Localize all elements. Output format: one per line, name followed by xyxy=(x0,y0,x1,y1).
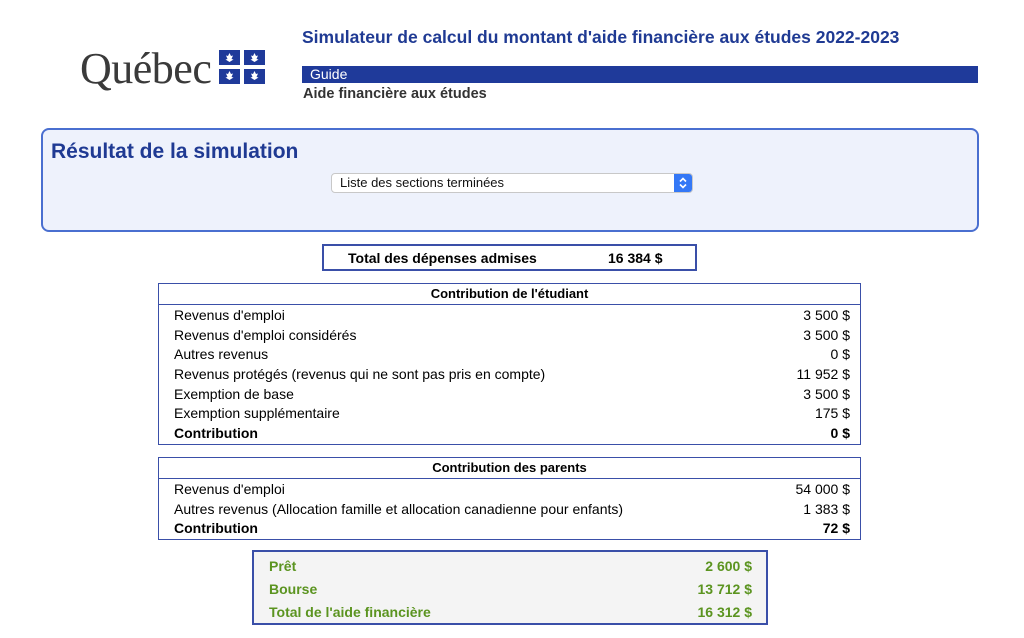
row-label: Prêt xyxy=(269,558,297,574)
row-label: Autres revenus xyxy=(174,346,269,363)
table-row xyxy=(159,385,860,405)
table-row xyxy=(159,500,860,520)
student-contribution-table xyxy=(158,283,861,445)
row-label: Revenus d'emploi xyxy=(174,481,285,497)
row-label: Total de l'aide financière xyxy=(269,604,431,620)
row-label: Revenus protégés (revenus qui ne sont pas pris en compte) xyxy=(174,366,546,383)
table-row xyxy=(159,404,860,424)
table-row xyxy=(159,306,860,326)
row-value: 2 600 $ xyxy=(705,558,752,574)
row-value: 1 383 $ xyxy=(803,500,850,517)
result-panel xyxy=(41,128,979,232)
total-expenses-label: Total des dépenses admises xyxy=(348,250,537,266)
row-label: Exemption supplémentaire xyxy=(174,405,340,422)
page-subtitle: Aide financière aux études xyxy=(303,86,487,102)
contribution-total-row xyxy=(159,519,860,539)
row-value: 54 000 $ xyxy=(795,481,850,497)
table-row xyxy=(159,365,860,385)
table-row xyxy=(159,326,860,346)
row-value: 3 500 $ xyxy=(803,385,850,402)
table-header: Contribution des parents xyxy=(159,458,860,479)
logo-text: Québec xyxy=(80,44,212,93)
row-value: 0 $ xyxy=(830,346,850,363)
table-row xyxy=(159,345,860,365)
result-title: Résultat de la simulation xyxy=(51,140,299,163)
row-value: 0 $ xyxy=(830,425,850,442)
total-expenses-box xyxy=(322,244,697,271)
page-title: Simulateur de calcul du montant d'aide financière aux études 2022-2023 xyxy=(302,27,900,47)
row-label: Contribution xyxy=(174,520,258,537)
quebec-logo[interactable] xyxy=(80,46,265,92)
guide-link[interactable]: Guide xyxy=(302,66,978,83)
row-value: 11 952 $ xyxy=(796,366,850,383)
table-header: Contribution de l'étudiant xyxy=(159,284,860,305)
sections-select[interactable] xyxy=(331,173,693,193)
chevron-updown-icon[interactable] xyxy=(674,174,692,192)
aid-row-bourse xyxy=(269,578,752,600)
row-label: Contribution xyxy=(174,425,258,442)
row-value: 3 500 $ xyxy=(803,307,850,323)
row-value: 3 500 $ xyxy=(803,326,850,343)
row-value: 175 $ xyxy=(814,405,850,422)
aid-row-pret xyxy=(269,555,752,577)
row-label: Bourse xyxy=(269,581,318,597)
row-label: Autres revenus (Allocation famille et allocation canadienne pour enfants) xyxy=(174,500,624,517)
row-value: 72 $ xyxy=(822,520,850,537)
quebec-flag-icon xyxy=(219,50,265,84)
row-label: Revenus d'emploi xyxy=(174,307,285,323)
row-value: 13 712 $ xyxy=(697,581,752,597)
contribution-total-row xyxy=(159,424,860,444)
total-expenses-value: 16 384 $ xyxy=(608,250,663,266)
financial-aid-summary xyxy=(252,550,768,625)
sections-select-value: Liste des sections terminées xyxy=(340,175,505,190)
aid-row-total xyxy=(269,601,752,623)
row-label: Exemption de base xyxy=(174,385,294,402)
row-label: Revenus d'emploi considérés xyxy=(174,326,357,343)
row-value: 16 312 $ xyxy=(697,604,752,620)
table-row xyxy=(159,480,860,500)
parents-contribution-table xyxy=(158,457,861,540)
